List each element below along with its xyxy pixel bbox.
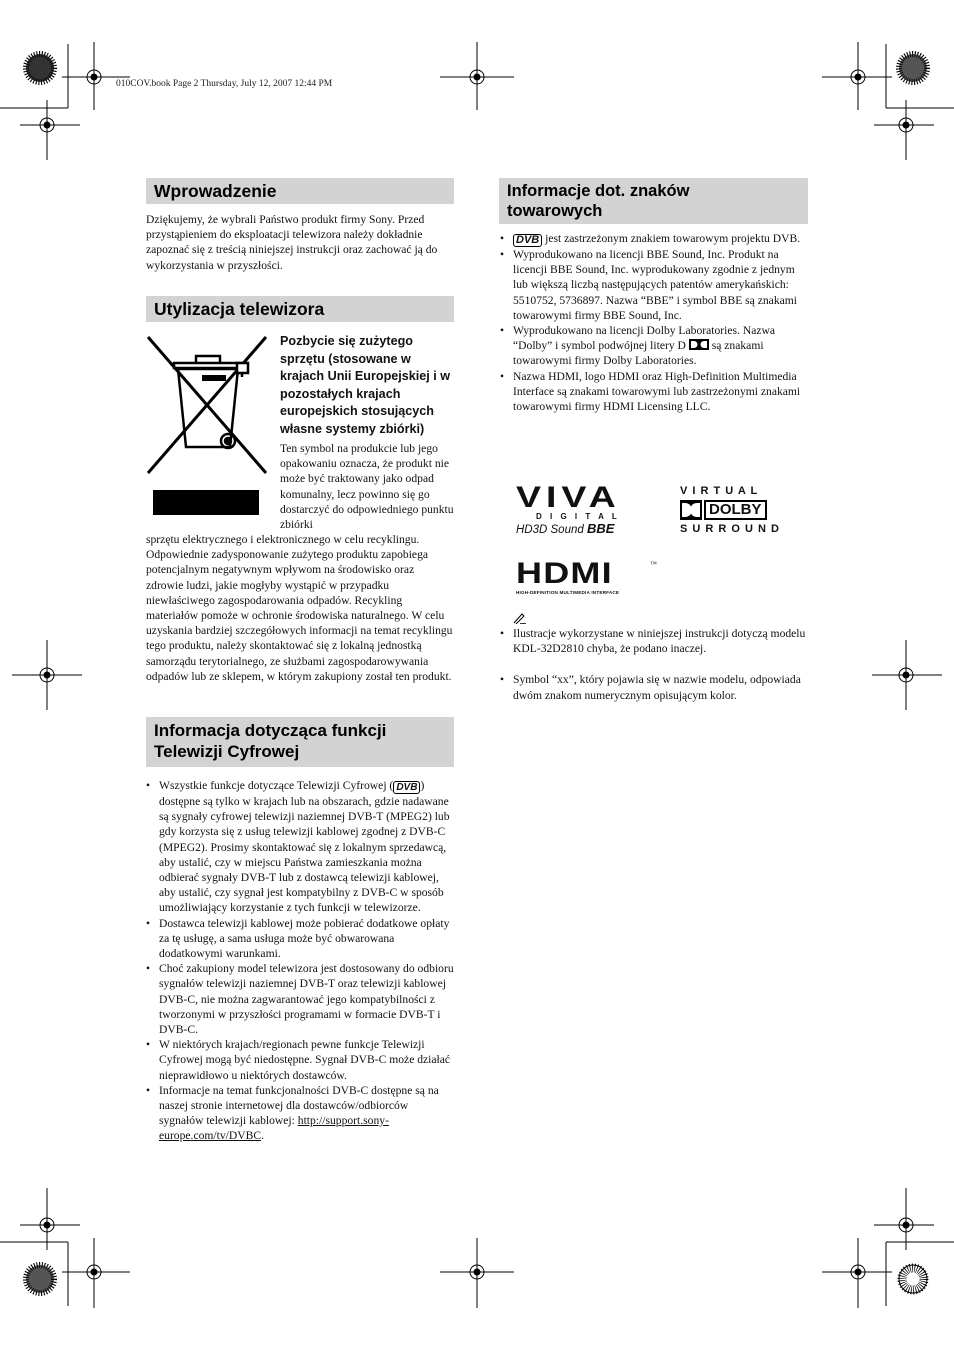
- dvbc-support-link[interactable]: http://support.sony-europe.com/tv/DVBC: [159, 1114, 389, 1143]
- bbe-logo-text: BBE: [586, 521, 615, 536]
- disposal-subtitle: Pozbycie się zużytego sprzętu (stosowane w krajach Unii Europejskiej i w pozostałych krajach europejskich stosujących własne systemy zbiórki): [280, 334, 451, 436]
- section-title-disposal: Utylizacja telewizora: [146, 296, 454, 322]
- list-item: • Ilustracje wykorzystane w niniejszej instrukcji dotyczą modelu KDL-32D2810 chyba, że podano inaczej.: [499, 626, 809, 656]
- viva-main-text: VIVA: [516, 481, 621, 514]
- disposal-text-side: Ten symbol na produkcie lub jego opakowaniu oznacza, że produkt nie może być traktowany jako odpad komunalny, lecz powinno się go dostarczyć do odpowiedniego punktu zbiórki: [280, 442, 454, 532]
- digital-bullet1-post: ) dostępne są tylko w krajach lub na obszarach, gdzie nadawane są sygnały cyfrowej telewizji naziemnej DVB-T (MPEG2) lub gdy korzysta się z usług telewizji kablowej zgodnej z DVB-C (MPEG2). Prosimy skontaktować się z lokalnym sprzedawcą, aby ustalić, czy w miejscu Państwa zamieszkania można odbierać sygnały DVB-T lub z dostawcą telewizji kablowej, aby ustalić, czy sygnał jest kompatybilny z DVB-C w sposób umożliwiający korzystanie z tych funkcji w telewizorze.: [159, 779, 450, 915]
- notes-list: [499, 626, 809, 703]
- trademark-bullet3-pre: Wyprodukowano na licencji Dolby Laboratories. Nazwa “Dolby” i symbol podwójnej litery D: [513, 324, 776, 353]
- dvb-logo-icon: DVB: [513, 234, 542, 247]
- digital-bullet5-post: .: [261, 1129, 264, 1143]
- section-title-digital-line2: Telewizji Cyfrowej: [154, 742, 300, 761]
- note-pencil-icon: [513, 612, 527, 624]
- list-item: [499, 231, 809, 247]
- section-title-digital-line1: Informacja dotycząca funkcji: [154, 721, 387, 740]
- list-item: [145, 778, 455, 916]
- viva-digital-text: D I G I T A L: [536, 512, 620, 521]
- hdmi-main-text: HDMI: [516, 557, 613, 590]
- section-title-trademarks-line2: towarowych: [507, 202, 603, 220]
- list-item: • Symbol “xx”, który pojawia się w nazwie modelu, odpowiada dwóm znakom numerycznym opisującym kolor.: [499, 672, 809, 702]
- list-item: • Nazwa HDMI, logo HDMI oraz High-Definition Multimedia Interface są znakami towarowymi lub zastrzeżonymi znakami towarowymi firmy HDMI Licensing LLC.: [499, 369, 809, 415]
- dolby-mid-text: DOLBY: [704, 500, 767, 520]
- list-item: [145, 1083, 455, 1144]
- list-item: [499, 323, 809, 369]
- dolby-top-text: V I R T U A L: [680, 485, 759, 497]
- digital-bullet5-pre: Informacje na temat funkcjonalności DVB-C dostępne są na naszej stronie internetowej dla dostawców/odbiorców sygnałów telewizji kablowej:: [159, 1083, 439, 1128]
- dolby-double-d-icon: [680, 500, 702, 520]
- hdmi-tm: ™: [650, 560, 657, 568]
- disposal-text-full: sprzętu elektrycznego i elektronicznego w celu recyklingu. Odpowiednie zadysponowanie zużytego produktu zapobiega potencjalnym negatywnym wpływom na środowisko oraz zdrowie ludzi, jakie mogłyby wystąpić w przypadku niewłaściwego zagospodarowania odpadów. Recykling materiałów pomoże w ochronie środowiska naturalnego. W celu uzyskania bardziej szczegółowych informacji na temat recyklingu tego produktu, należy skontaktować się z lokalną jednostką samorządu terytorialnego, ze służbami zagospodarowywania odpadów lub ze sklepem, w którym zakupiony został ten produkt.: [146, 533, 453, 683]
- list-item: • Dostawca telewizji kablowej może pobierać dodatkowe opłaty za tę usługę, a sama usługa może być obwarowana dodatkowymi warunkami.: [145, 916, 455, 962]
- file-header: 010COV.book Page 2 Thursday, July 12, 2007 12:44 PM: [116, 79, 333, 89]
- trademark-bullet1-text: jest zastrzeżonym znakiem towarowym projektu DVB.: [545, 232, 801, 245]
- hdmi-sub-text: HIGH-DEFINITION MULTIMEDIA INTERFACE: [516, 590, 620, 595]
- crossed-out-bin-icon: [146, 335, 270, 521]
- section-title-digital: [146, 717, 454, 767]
- trademark-bullet3-post: są znakami towarowymi firmy Dolby Laboratories.: [513, 339, 764, 368]
- viva-sub-line: [516, 521, 644, 536]
- dolby-mid-row: [680, 500, 792, 520]
- virtual-dolby-surround-logo: [680, 485, 792, 537]
- dvb-logo-icon: DVB: [393, 781, 420, 794]
- dolby-bot-text: S U R R O U N D: [680, 523, 780, 535]
- section-title-intro: Wprowadzenie: [146, 178, 454, 204]
- list-item: • Wyprodukowano na licencji BBE Sound, Inc. Produkt na licencji BBE Sound, Inc. wyprodukowany zgodnie z jednym lub większą liczbą następujących patentów amerykańskich: 5510752, 5736897. Nazwa “BBE” i symbol BBE są znakami towarowymi firmy BBE Sound, Inc.: [499, 247, 809, 323]
- digital-bullet-list: [145, 778, 455, 1144]
- trademark-bullet-list: [499, 231, 809, 414]
- dolby-double-d-icon: [689, 339, 709, 350]
- intro-text: Dziękujemy, że wybrali Państwo produkt firmy Sony. Przed przystąpieniem do eksploatacji telewizora należy dokładnie zapoznać się z treścią niniejszej instrukcji oraz zachować ją do wykorzystania w przyszłości.: [146, 213, 438, 272]
- section-title-trademarks-line1: Informacje dot. znaków: [507, 182, 690, 200]
- viva-sub-text: HD3D Sound: [516, 524, 584, 536]
- viva-digital-logo: [516, 481, 644, 538]
- list-item: • W niektórych krajach/regionach pewne funkcje Telewizji Cyfrowej mogą być niedostępne. Sygnał DVB-C może działać nieprawidłowo u niektórych dostawców.: [145, 1037, 455, 1083]
- section-title-trademarks: [499, 178, 808, 224]
- hdmi-logo: [516, 557, 657, 596]
- digital-bullet1-pre: Wszystkie funkcje dotyczące Telewizji Cyfrowej (: [159, 779, 394, 792]
- list-item: • Choć zakupiony model telewizora jest dostosowany do odbioru sygnałów telewizji naziemnej DVB-T oraz telewizji kablowej DVB-C, nie można zagwarantować jego kompatybilności z tworzonymi w przyszłości programami w formacie DVB-T i DVB-C.: [145, 961, 455, 1037]
